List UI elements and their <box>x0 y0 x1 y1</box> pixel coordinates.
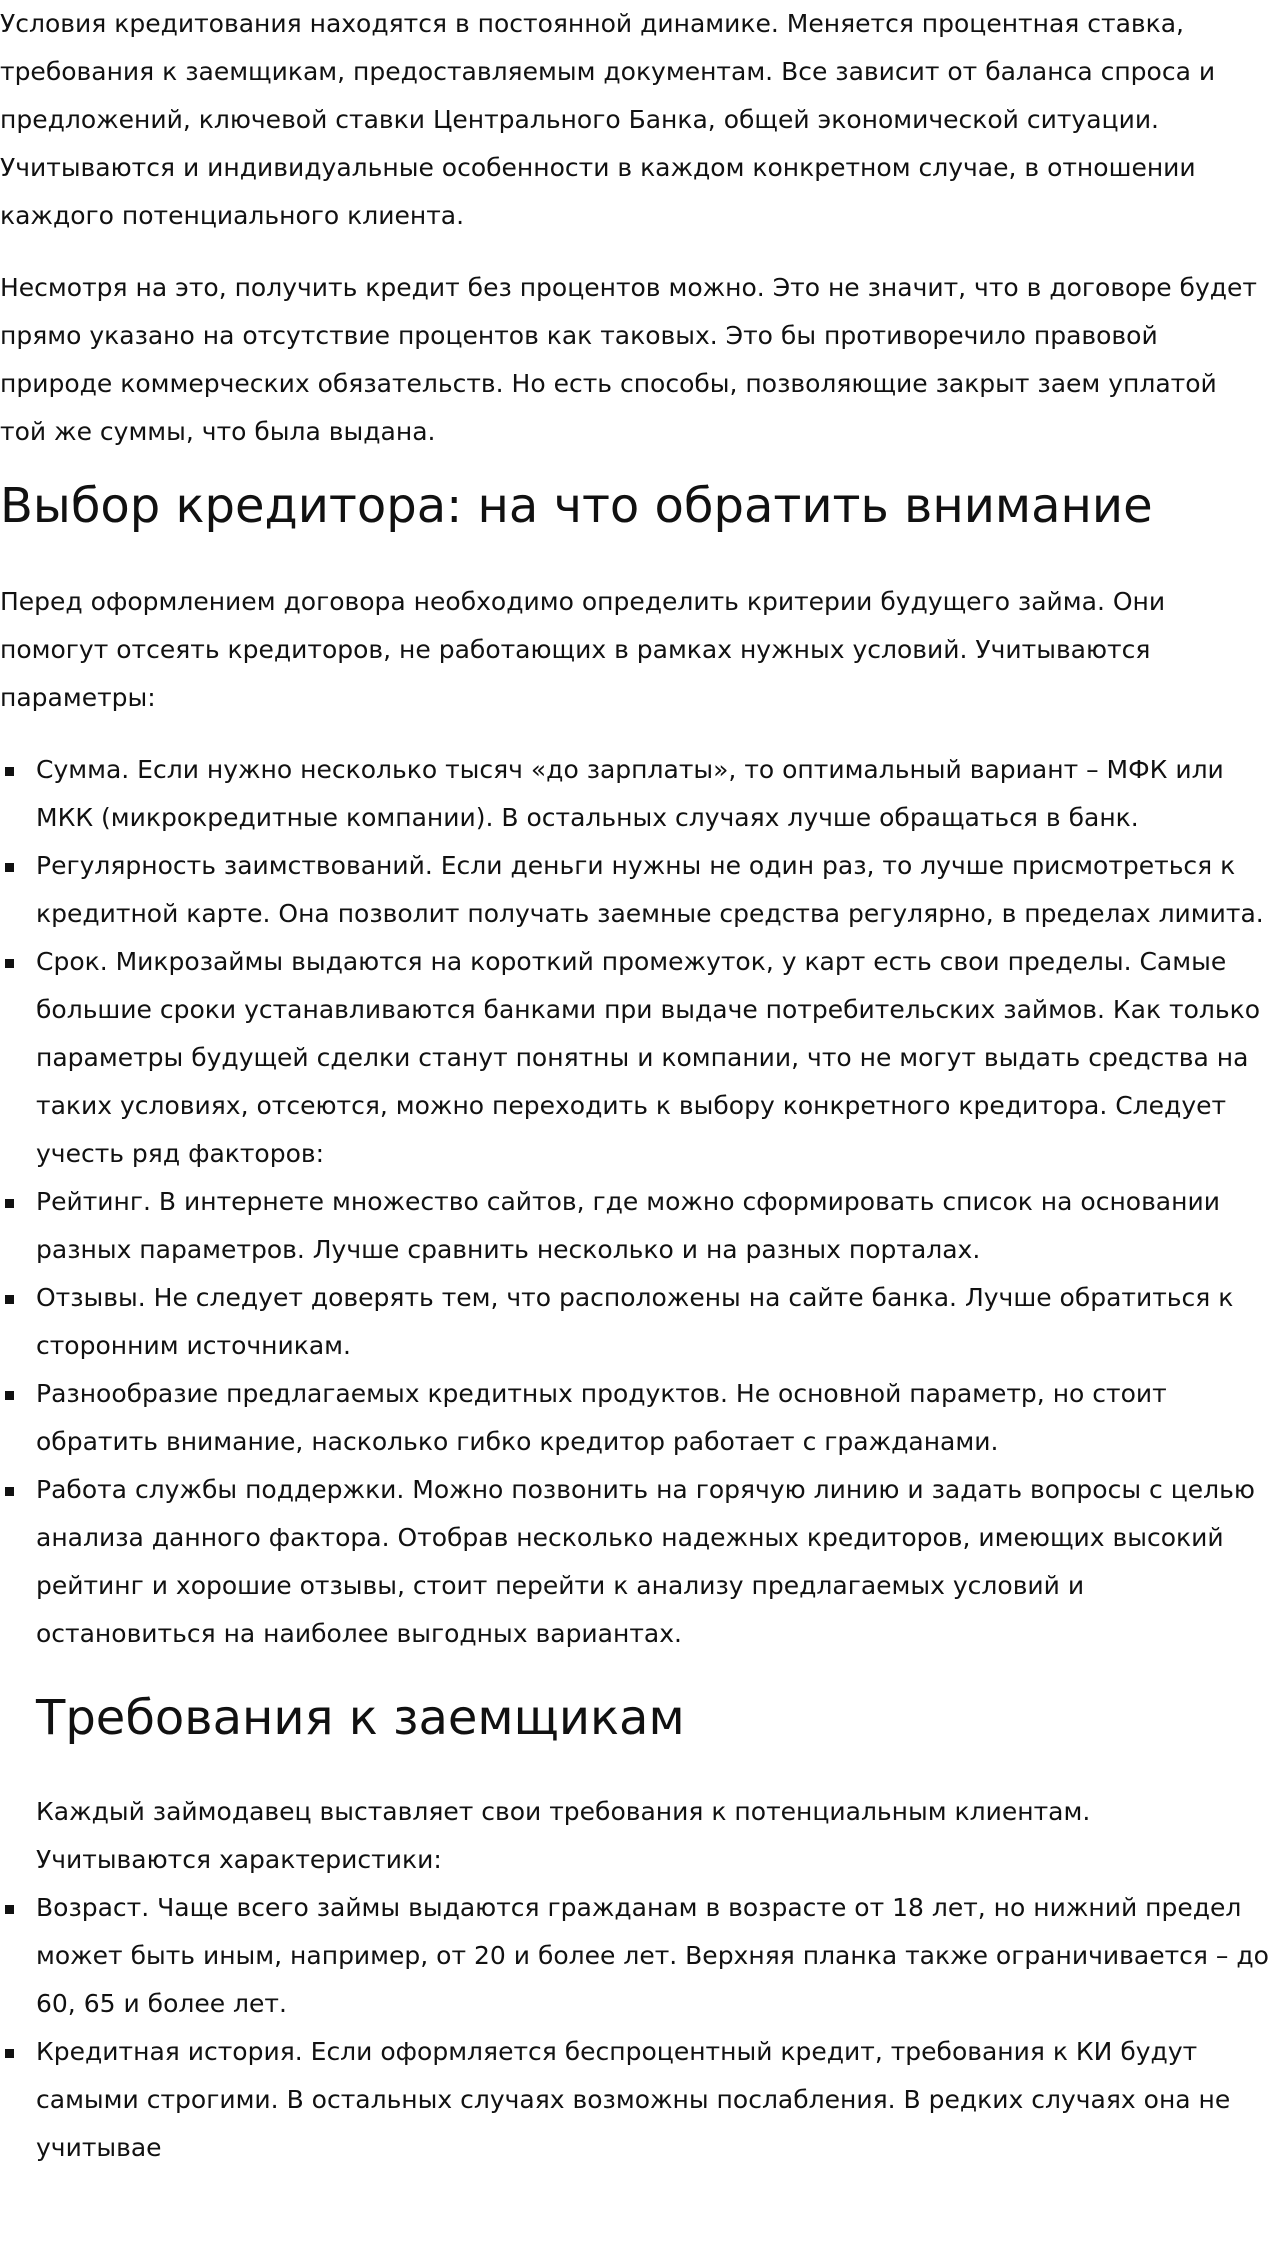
list-item: Сумма. Если нужно несколько тысяч «до зарплаты», то оптимальный вариант – МФК или МКК (микрокредитные компании). В остальных случаях лучше обращаться в банк. <box>36 746 1270 842</box>
section-heading-borrower-requirements: Требования к заемщикам <box>36 1690 685 1746</box>
borrower-requirements-list <box>0 1884 1270 2172</box>
borrower-requirements-section <box>0 1688 1270 1884</box>
intro-paragraph-2: Несмотря на это, получить кредит без процентов можно. Это не значит, что в договоре будет прямо указано на отсутствие процентов как таковых. Это бы противоречило правовой природе коммерческих обязательств. Но есть способы, позволяющие закрыт заем уплатой той же суммы, что была выдана. <box>0 273 1257 446</box>
section1-lead-paragraph: Перед оформлением договора необходимо определить критерии будущего займа. Они помогут отсеять кредиторов, не работающих в рамках нужных условий. Учитываются параметры: <box>0 587 1166 712</box>
list-item: Регулярность заимствований. Если деньги нужны не один раз, то лучше присмотреться к кредитной карте. Она позволит получать заемные средства регулярно, в пределах лимита. <box>36 842 1270 938</box>
section-heading-lender-choice: Выбор кредитора: на что обратить внимание <box>0 478 1153 534</box>
lender-criteria-list <box>0 746 1270 1658</box>
bullet-square-icon <box>5 1295 14 1304</box>
list-item: Срок. Микрозаймы выдаются на короткий промежуток, у карт есть свои пределы. Самые большие сроки устанавливаются банками при выдаче потребительских займов. Как только параметры будущей сделки станут понятны и компании, что не могут выдать средства на таких условиях, отсеются, можно переходить к выбору конкретного кредитора. Следует учесть ряд факторов: <box>36 938 1270 1178</box>
list-item: Возраст. Чаще всего займы выдаются гражданам в возрасте от 18 лет, но нижний предел может быть иным, например, от 20 и более лет. Верхняя планка также ограничивается – до 60, 65 и более лет. <box>36 1884 1270 2028</box>
bullet-square-icon <box>5 2049 14 2058</box>
list-item: Разнообразие предлагаемых кредитных продуктов. Не основной параметр, но стоит обратить внимание, насколько гибко кредитор работает с гражданами. <box>36 1370 1270 1466</box>
bullet-square-icon <box>5 1391 14 1400</box>
bullet-square-icon <box>5 863 14 872</box>
bullet-square-icon <box>5 767 14 776</box>
intro-paragraph-1: Условия кредитования находятся в постоянной динамике. Меняется процентная ставка, требования к заемщикам, предоставляемым документам. Все зависит от баланса спроса и предложений, ключевой ставки Центрального Банка, общей экономической ситуации. Учитываются и индивидуальные особенности в каждом конкретном случае, в отношении каждого потенциального клиента. <box>0 9 1216 230</box>
list-item: Работа службы поддержки. Можно позвонить на горячую линию и задать вопросы с целью анализа данного фактора. Отобрав несколько надежных кредиторов, имеющих высокий рейтинг и хорошие отзывы, стоит перейти к анализу предлагаемых условий и остановиться на наиболее выгодных вариантах. <box>36 1466 1270 1658</box>
section2-lead-paragraph: Каждый займодавец выставляет свои требования к потенциальным клиентам. Учитываются характеристики: <box>36 1797 1091 1874</box>
list-item: Кредитная история. Если оформляется беспроцентный кредит, требования к КИ будут самыми строгими. В остальных случаях возможны послабления. В редких случаях она не учитывае <box>36 2028 1270 2172</box>
bullet-square-icon <box>5 1199 14 1208</box>
bullet-square-icon <box>5 1905 14 1914</box>
list-item: Отзывы. Не следует доверять тем, что расположены на сайте банка. Лучше обратиться к сторонним источникам. <box>36 1274 1270 1370</box>
bullet-square-icon <box>5 1487 14 1496</box>
bullet-square-icon <box>5 959 14 968</box>
list-item: Рейтинг. В интернете множество сайтов, где можно сформировать список на основании разных параметров. Лучше сравнить несколько и на разных порталах. <box>36 1178 1270 1274</box>
